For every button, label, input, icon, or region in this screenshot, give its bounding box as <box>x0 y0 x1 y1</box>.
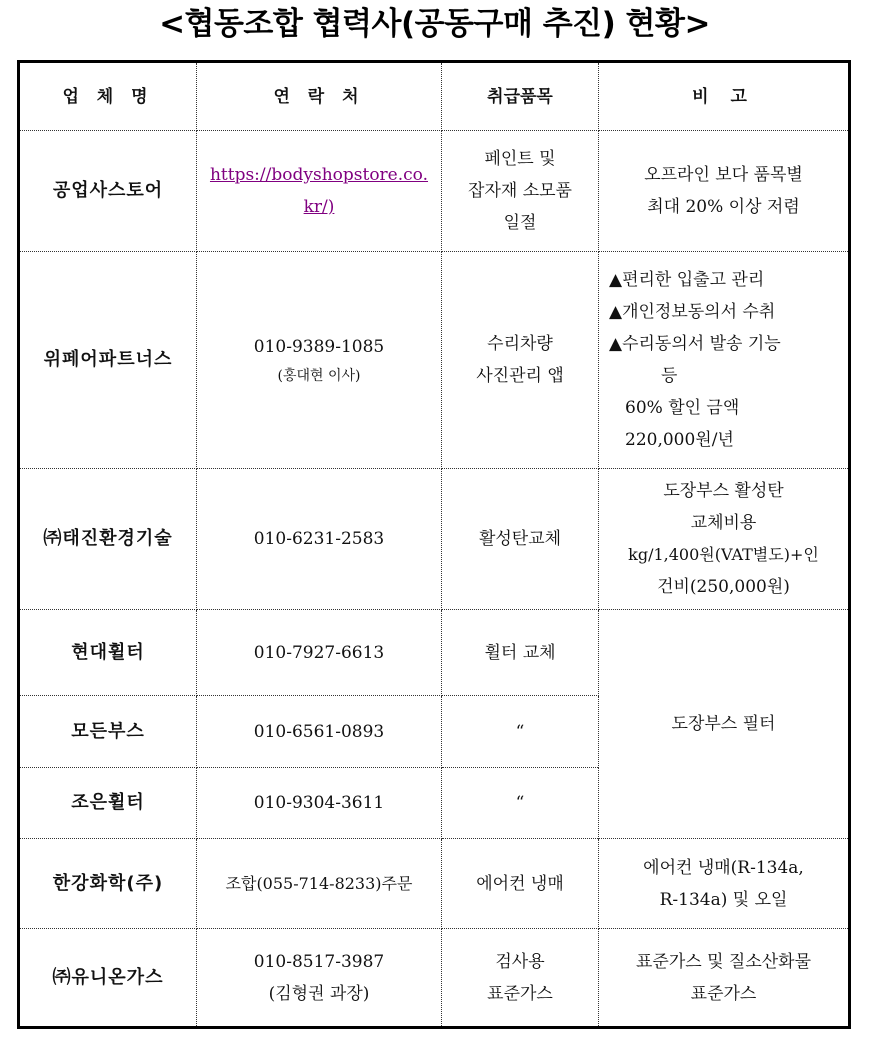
items-line: 활성탄교체 <box>478 529 562 549</box>
items-line: 사진관리 앱 <box>476 366 564 386</box>
table-row <box>19 839 850 929</box>
company-website-link[interactable] <box>203 159 435 223</box>
items-line: 수리차량 <box>487 334 553 354</box>
items-cell <box>442 768 599 839</box>
header-company: 업 체 명 <box>19 62 197 131</box>
company-name: 조은휠터 <box>19 768 197 839</box>
items-cell <box>442 610 599 696</box>
note-cell-merged <box>599 610 850 839</box>
header-row <box>19 62 850 131</box>
phone-number: 010-9304-3611 <box>253 793 385 813</box>
contact-cell <box>197 252 442 469</box>
company-name: 한강화학(주) <box>19 839 197 929</box>
table-row <box>19 929 850 1028</box>
note-line: 최대 20% 이상 저렴 <box>647 197 800 217</box>
phone-number: 010-9389-1085 <box>253 337 385 357</box>
phone-number: 010-6231-2583 <box>253 529 385 549</box>
note-line: 표준가스 및 질소산화물 <box>635 951 812 972</box>
contact-person: (홍대현 이사) <box>277 368 361 384</box>
note-line: 표준가스 <box>690 983 757 1004</box>
items-line: 에어컨 냉매 <box>476 873 564 894</box>
note-line: kg/1,400원(VAT별도)+인 <box>628 545 819 564</box>
items-line: 잡자재 소모품 <box>468 181 572 201</box>
note-line: 도장부스 활성탄 <box>663 481 784 501</box>
items-line: 페인트 및 <box>484 149 556 169</box>
items-line: 일절 <box>503 213 537 233</box>
note-line: ▲수리동의서 발송 기능 <box>609 334 781 354</box>
contact-cell <box>197 696 442 768</box>
page-title: <협동조합 협력사(공동구매 추진) 현황> <box>159 6 710 42</box>
header-items: 취급품목 <box>442 62 599 131</box>
items-cell <box>442 696 599 768</box>
order-contact: 조합(055-714-8233)주문 <box>225 873 413 893</box>
company-name: 위페어파트너스 <box>19 252 197 469</box>
table-row <box>19 131 850 252</box>
note-cell <box>599 469 850 610</box>
note-cell <box>599 839 850 929</box>
table-row <box>19 610 850 696</box>
items-cell <box>442 469 599 610</box>
note-cell <box>599 252 850 469</box>
items-cell <box>442 929 599 1028</box>
note-cell <box>599 929 850 1028</box>
header-note: 비 고 <box>599 62 850 131</box>
contact-cell <box>197 131 442 252</box>
items-cell <box>442 839 599 929</box>
note-line: 등 <box>661 366 678 386</box>
note-line: 교체비용 <box>690 513 757 533</box>
items-cell <box>442 252 599 469</box>
contact-cell <box>197 768 442 839</box>
note-cell <box>599 131 850 252</box>
link-line-1: https://bodyshopstore.co. <box>209 165 429 185</box>
phone-number: 010-7927-6613 <box>253 642 385 663</box>
note-line: ▲편리한 입출고 관리 <box>609 270 765 290</box>
contact-cell <box>197 469 442 610</box>
note-line: 220,000원/년 <box>625 430 734 450</box>
company-name: 현대휠터 <box>19 610 197 696</box>
note-line: 도장부스 필터 <box>671 714 776 734</box>
partners-table <box>17 60 851 1029</box>
note-line: 에어컨 냉매(R-134a, <box>643 857 804 878</box>
note-line: ▲개인정보동의서 수취 <box>609 302 776 322</box>
contact-cell <box>197 610 442 696</box>
contact-person: (김형권 과장) <box>268 983 370 1004</box>
company-name: ㈜태진환경기술 <box>19 469 197 610</box>
items-cell <box>442 131 599 252</box>
items-line: 휠터 교체 <box>484 642 556 663</box>
items-line: 표준가스 <box>487 983 553 1004</box>
header-contact: 연 락 처 <box>197 62 442 131</box>
note-line: 건비(250,000원) <box>657 577 790 597</box>
contact-cell <box>197 839 442 929</box>
company-name: 공업사스토어 <box>19 131 197 252</box>
note-line: R-134a) 및 오일 <box>659 889 788 910</box>
company-name: 모든부스 <box>19 696 197 768</box>
table-row <box>19 252 850 469</box>
phone-number: 010-8517-3987 <box>253 951 385 972</box>
items-line: 검사용 <box>495 951 545 972</box>
phone-number: 010-6561-0893 <box>253 721 385 742</box>
table-row <box>19 469 850 610</box>
link-line-2: kr/) <box>303 197 335 217</box>
note-line: 오프라인 보다 품목별 <box>644 165 803 185</box>
ditto-mark: “ <box>515 721 525 742</box>
note-line: 60% 할인 금액 <box>625 398 740 418</box>
ditto-mark: “ <box>515 793 525 813</box>
company-name: ㈜유니온가스 <box>19 929 197 1028</box>
contact-cell <box>197 929 442 1028</box>
